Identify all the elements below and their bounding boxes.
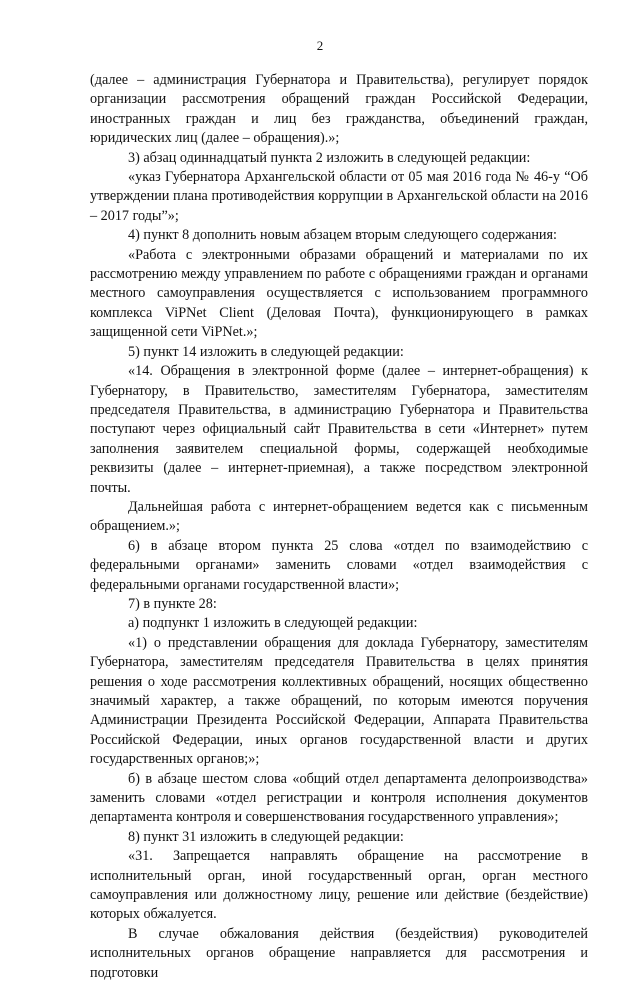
paragraph: Дальнейшая работа с интернет-обращением ведется как с письменным обращением.»; — [90, 498, 588, 535]
page-number: 2 — [316, 38, 324, 53]
document-body — [90, 71, 588, 983]
paragraph: «31. Запрещается направлять обращение на рассмотрение в исполнительный орган, иной государственный орган, орган местного самоуправления или должностному лицу, решение или действие (бездействие) которых обжалуется. — [90, 848, 588, 923]
paragraph: «Работа с электронными образами обращений и материалами по их рассмотрению между управлением по работе с обращениями граждан и органами местного самоуправления осуществляется с использованием программного комплекса ViPNet Client (Деловая Почта), функционирующего в рамках защищенной сети ViPNet.»; — [90, 246, 588, 341]
paragraph: 6) в абзаце втором пункта 25 слова «отдел по взаимодействию с федеральными органами» заменить словами «отдел взаимодействия с федеральными органами государственной власти»; — [90, 537, 588, 593]
paragraph: 3) абзац одиннадцатый пункта 2 изложить в следующей редакции: — [128, 149, 531, 166]
paragraph: 5) пункт 14 изложить в следующей редакции: — [128, 343, 404, 360]
paragraph: 4) пункт 8 дополнить новым абзацем вторым следующего содержания: — [128, 227, 557, 244]
paragraph: «14. Обращения в электронной форме (далее – интернет-обращения) к Губернатору, в Правительство, заместителям Губернатора, заместителям председателя Правительства, в администрацию Губернатора и Правительства поступают через официальный сайт Правительства в сети «Интернет» путем заполнения заявителем специальной формы, содержащей необходимые реквизиты (далее – интернет-приемная), а также посредством электронной почты. — [90, 363, 588, 496]
paragraph: а) подпункт 1 изложить в следующей редакции: — [128, 615, 418, 632]
paragraph: б) в абзаце шестом слова «общий отдел департамента делопроизводства» заменить словами «отдел регистрации и контроля исполнения документов департамента контроля и совершенствования государственного управления»; — [90, 770, 588, 826]
paragraph: 8) пункт 31 изложить в следующей редакции: — [128, 828, 404, 845]
paragraph: (далее – администрация Губернатора и Правительства), регулирует порядок организации рассмотрения обращений граждан Российской Федерации, иностранных граждан и лиц без гражданства, объединений граждан, юридических лиц (далее – обращения).»; — [90, 72, 588, 147]
paragraph: В случае обжалования действия (бездействия) руководителей исполнительных органов обращение направляется для рассмотрения и подготовки — [90, 925, 588, 981]
paragraph: 7) в пункте 28: — [128, 595, 217, 612]
paragraph: «указ Губернатора Архангельской области от 05 мая 2016 года № 46-у “Об утверждении плана противодействия коррупции в Архангельской области на 2016 – 2017 годы”»; — [90, 169, 588, 224]
paragraph: «1) о представлении обращения для доклада Губернатору, заместителям Губернатора, заместителям председателя Правительства в целях принятия решения о ходе рассмотрения коллективных обращений, носящих общественно значимый характер, а также обращений, по которым имеются поручения Администрации Президента Российской Федерации, Аппарата Правительства Российской Федерации, иных органов государственной власти и других государственных органов;»; — [90, 634, 588, 768]
